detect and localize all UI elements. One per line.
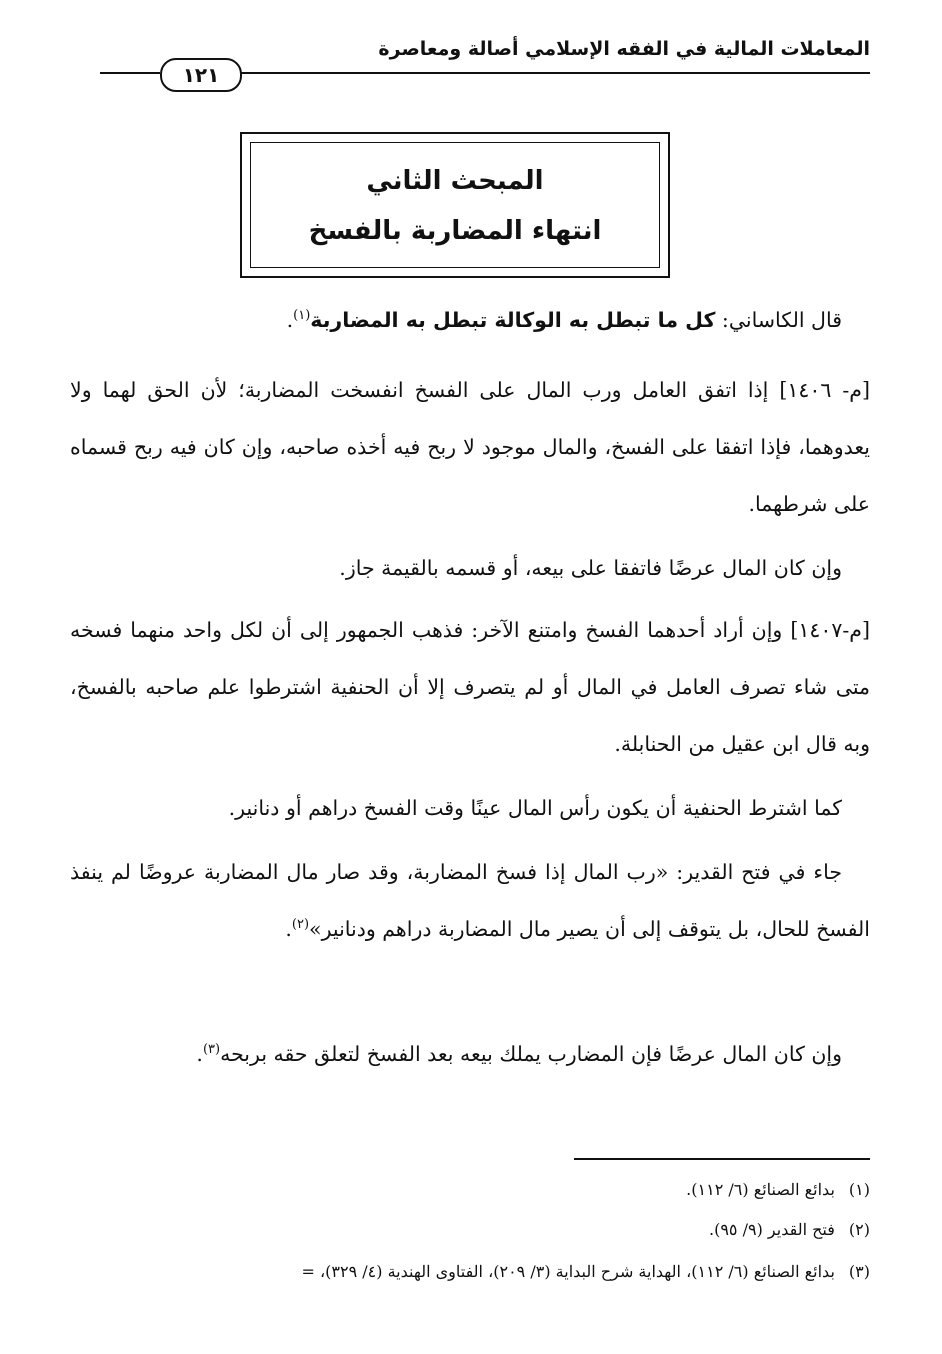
- footnote-separator: [574, 1158, 870, 1160]
- header-rule-left: [100, 72, 160, 74]
- paragraph-6-tail: .: [285, 917, 292, 941]
- paragraph-5: كما اشترط الحنفية أن يكون رأس المال عينًا وقت الفسخ دراهم أو دنانير.: [228, 796, 842, 820]
- paragraph-3: وإن كان المال عرضًا فاتفقا على بيعه، أو قسمه بالقيمة جاز.: [339, 556, 842, 580]
- paragraph-7-tail: .: [196, 1042, 203, 1066]
- footnote-2: [70, 1220, 870, 1239]
- section-title-inner-frame: [250, 142, 660, 268]
- page-number: ١٢١: [160, 58, 242, 92]
- section-subheading: انتهاء المضاربة بالفسخ: [308, 216, 602, 246]
- paragraph-6: [70, 844, 870, 958]
- paragraph-7-text: وإن كان المال عرضًا فإن المضارب يملك بيعه بعد الفسخ لتعلق حقه بربحه: [220, 1042, 842, 1066]
- footnote-ref-3[interactable]: (٣): [202, 1042, 221, 1058]
- paragraph-7: [70, 1026, 870, 1083]
- footnote-2-text: فتح القدير (٩/ ٩٥).: [709, 1220, 835, 1239]
- paragraph-2: [م- ١٤٠٦] إذا اتفق العامل ورب المال على الفسخ انفسخت المضاربة؛ لأن الحق لهما ولا يعدوهما، فإذا اتفقا على الفسخ، والمال موجود لا ربح فيه أخذه صاحبه، وإن كان فيه ربح قسماه على شرطهما.: [70, 378, 870, 516]
- footnote-3: [70, 1262, 870, 1281]
- paragraph-4: [م-١٤٠٧] وإن أراد أحدهما الفسخ وامتنع الآخر: فذهب الجمهور إلى أن لكل واحد منهما فسخه متى شاء تصرف العامل في المال أو لم يتصرف إلا أن الحنفية اشترطوا علم صاحبه بالفسخ، وبه قال ابن عقيل من الحنابلة.: [70, 618, 870, 756]
- paragraph-1-tail: .: [286, 308, 294, 332]
- running-title: المعاملات المالية في الفقه الإسلامي أصالة ومعاصرة: [378, 38, 870, 60]
- footnote-ref-1[interactable]: (١): [293, 308, 311, 324]
- footnote-2-number: (٢): [848, 1220, 870, 1239]
- header-rule: [240, 72, 870, 74]
- footnote-1-text: بدائع الصنائع (٦/ ١١٢).: [686, 1180, 835, 1199]
- paragraph-1-quote: كل ما تبطل به الوكالة تبطل به المضاربة: [310, 308, 716, 332]
- footnote-1-number: (١): [848, 1180, 870, 1199]
- paragraph-1-lead: قال الكاساني:: [715, 308, 842, 332]
- paragraph-6-text: جاء في فتح القدير: «رب المال إذا فسخ المضاربة، وقد صار مال المضاربة عروضًا لم ينفذ الفسخ للحال، بل يتوقف إلى أن يصير مال المضاربة دراهم ودنانير»: [70, 860, 870, 941]
- footnote-3-number: (٣): [848, 1262, 870, 1281]
- footnote-3-text: بدائع الصنائع (٦/ ١١٢)، الهداية شرح البداية (٣/ ٢٠٩)، الفتاوى الهندية (٤/ ٣٢٩)، =: [301, 1262, 835, 1281]
- footnote-1: [70, 1180, 870, 1199]
- section-title-box: [240, 132, 670, 278]
- footnote-ref-2[interactable]: (٢): [291, 917, 310, 933]
- section-heading: المبحث الثاني: [366, 166, 544, 196]
- paragraph-1: [70, 292, 870, 349]
